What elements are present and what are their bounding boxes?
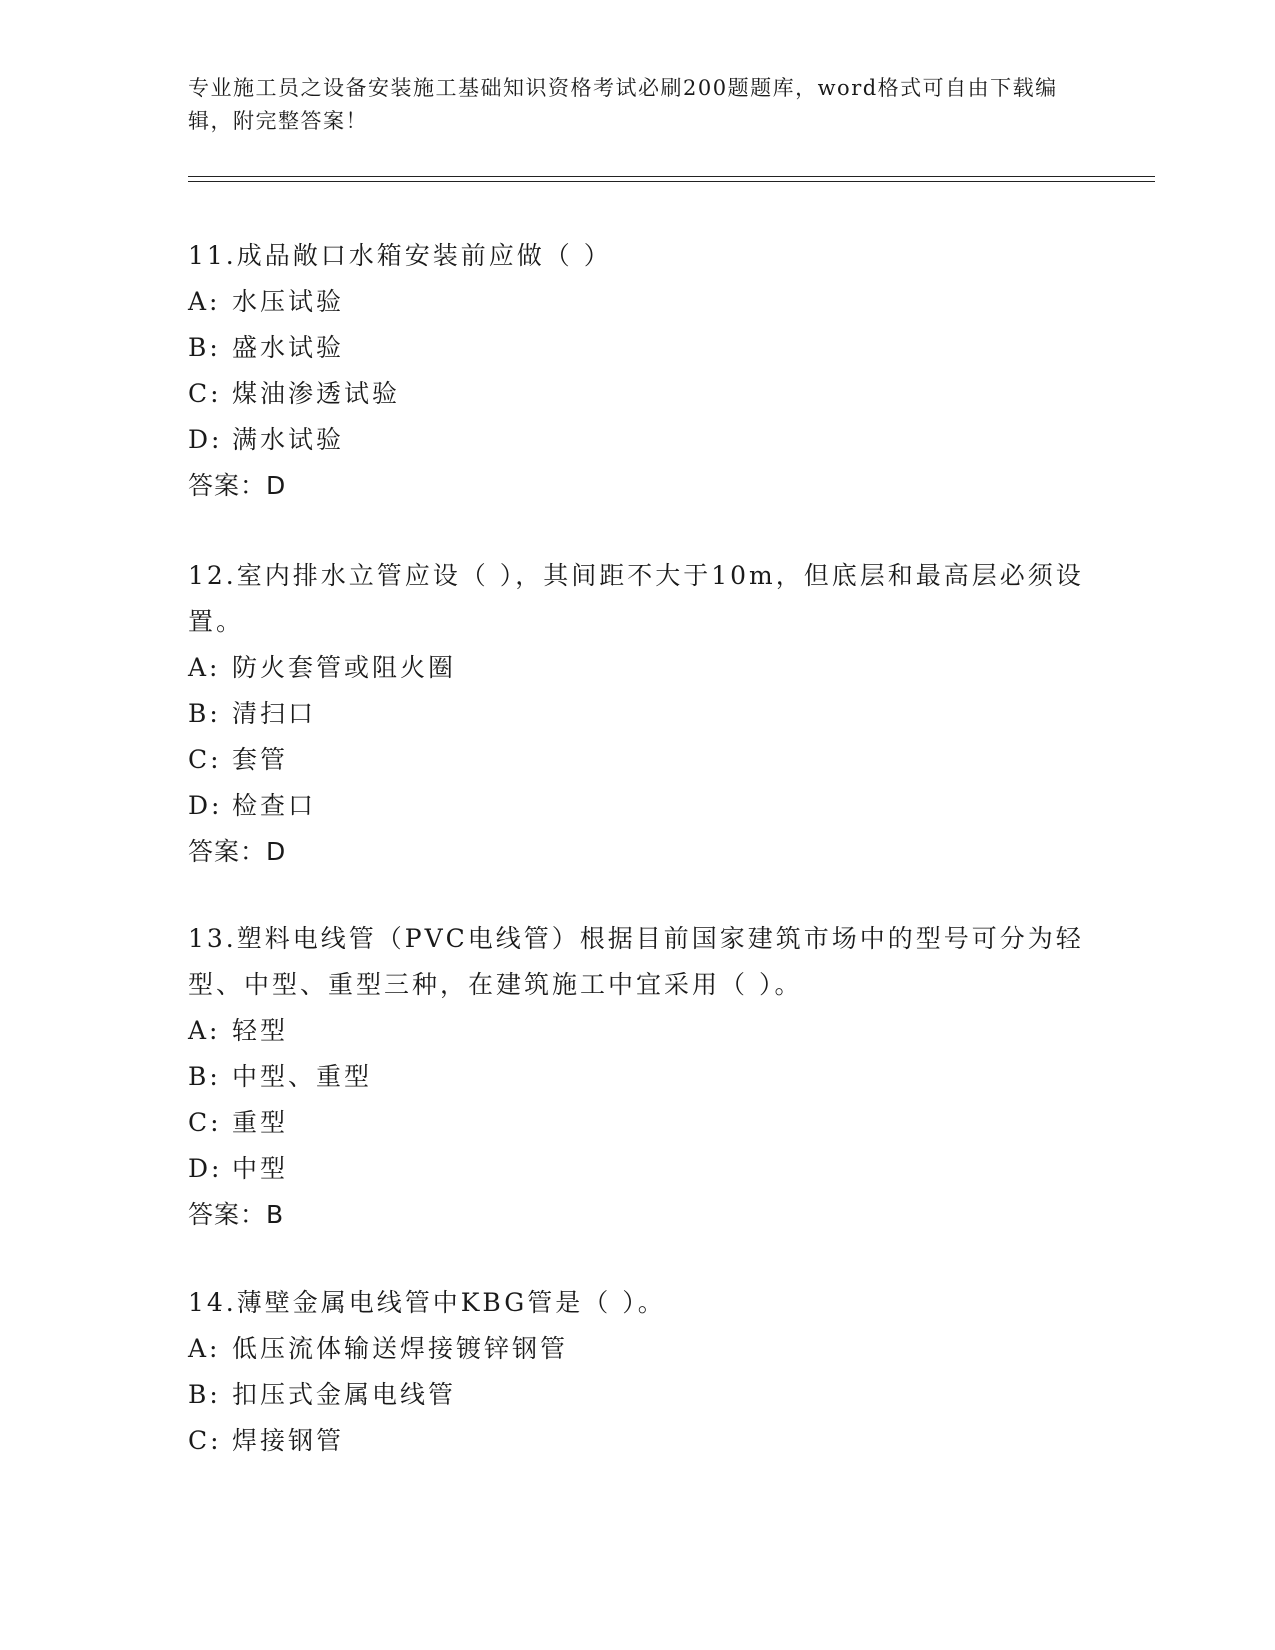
option-text: 满水试验 bbox=[232, 425, 345, 454]
option-text: 煤油渗透试验 bbox=[232, 379, 401, 408]
option-text: 重型 bbox=[232, 1108, 289, 1137]
option-text: 低压流体输送焊接镀锌钢管 bbox=[232, 1334, 569, 1363]
option-b bbox=[188, 1372, 1088, 1418]
option-b bbox=[188, 325, 1088, 371]
option-text: 中型 bbox=[232, 1154, 289, 1183]
option-a bbox=[188, 279, 1088, 325]
option-c bbox=[188, 1100, 1088, 1146]
option-text: 焊接钢管 bbox=[232, 1426, 345, 1455]
option-a bbox=[188, 1008, 1088, 1054]
question-11 bbox=[188, 233, 1088, 509]
option-letter: A: bbox=[188, 653, 221, 682]
option-c bbox=[188, 1418, 1088, 1464]
option-d bbox=[188, 417, 1088, 463]
option-letter: D: bbox=[188, 425, 223, 454]
option-text: 盛水试验 bbox=[232, 333, 345, 362]
question-text: 14.薄壁金属电线管中KBG管是（ ）。 bbox=[188, 1288, 666, 1317]
option-letter: C: bbox=[188, 379, 222, 408]
option-letter: D: bbox=[188, 791, 223, 820]
option-letter: C: bbox=[188, 1108, 222, 1137]
question-text: 12.室内排水立管应设（ ），其间距不大于10m，但底层和最高层必须设置。 bbox=[188, 561, 1084, 636]
option-letter: B: bbox=[188, 699, 221, 728]
option-c bbox=[188, 371, 1088, 417]
option-a bbox=[188, 1326, 1088, 1372]
option-letter: B: bbox=[188, 1062, 221, 1091]
option-text: 检查口 bbox=[232, 791, 317, 820]
header-rule-top bbox=[188, 176, 1155, 177]
option-letter: B: bbox=[188, 1380, 221, 1409]
question-text: 11.成品敞口水箱安装前应做（ ） bbox=[188, 241, 612, 270]
answer-line: 答案：B bbox=[188, 1200, 285, 1229]
header-rule-bottom bbox=[188, 181, 1155, 182]
option-b bbox=[188, 1054, 1088, 1100]
option-letter: A: bbox=[188, 1016, 221, 1045]
answer-line: 答案：D bbox=[188, 837, 287, 866]
option-text: 清扫口 bbox=[232, 699, 317, 728]
question-text: 13.塑料电线管（PVC电线管）根据目前国家建筑市场中的型号可分为轻型、中型、重型三种，在建筑施工中宜采用（ ）。 bbox=[188, 924, 1084, 999]
option-letter: C: bbox=[188, 1426, 222, 1455]
document-header-title: 专业施工员之设备安装施工基础知识资格考试必刷200题题库，word格式可自由下载编辑，附完整答案！ bbox=[188, 76, 1058, 133]
option-text: 防火套管或阻火圈 bbox=[232, 653, 457, 682]
option-letter: A: bbox=[188, 1334, 221, 1363]
option-d bbox=[188, 1146, 1088, 1192]
option-d bbox=[188, 783, 1088, 829]
question-13 bbox=[188, 916, 1088, 1238]
option-b bbox=[188, 691, 1088, 737]
answer-line: 答案：D bbox=[188, 471, 287, 500]
option-letter: D: bbox=[188, 1154, 223, 1183]
option-letter: C: bbox=[188, 745, 222, 774]
option-text: 中型、重型 bbox=[232, 1062, 373, 1091]
question-14 bbox=[188, 1280, 1088, 1464]
question-12 bbox=[188, 553, 1088, 875]
option-a bbox=[188, 645, 1088, 691]
option-text: 水压试验 bbox=[232, 287, 345, 316]
option-c bbox=[188, 737, 1088, 783]
option-text: 套管 bbox=[232, 745, 289, 774]
option-text: 轻型 bbox=[232, 1016, 289, 1045]
option-letter: A: bbox=[188, 287, 221, 316]
option-letter: B: bbox=[188, 333, 221, 362]
option-text: 扣压式金属电线管 bbox=[232, 1380, 457, 1409]
